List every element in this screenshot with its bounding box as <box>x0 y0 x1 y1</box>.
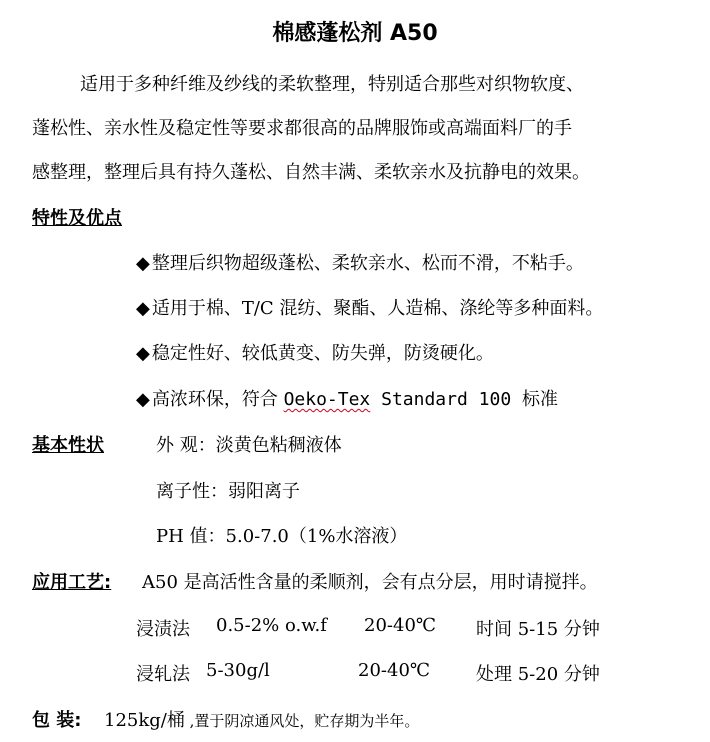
standard-text: Standard 100 <box>370 389 522 410</box>
feature-text: 稳定性好、较低黄变、防失弹，防烫硬化。 <box>151 343 494 364</box>
feature-item <box>136 249 584 275</box>
method-name: 浸渍法 <box>136 619 190 640</box>
packaging-row <box>104 706 419 732</box>
method-name: 浸轧法 <box>136 664 190 685</box>
intro-line-2: 蓬松性、亲水性及稳定性等要求都很高的品牌服饰或高端面料厂的手 <box>32 118 572 139</box>
method-dose: 5-30g/l <box>206 660 270 681</box>
packaging-note: ,置于阴凉通风处，贮存期为半年。 <box>184 712 420 730</box>
packaging-heading: 包 装: <box>32 710 82 731</box>
diamond-bullet-icon: ◆ <box>136 253 150 274</box>
features-heading: 特性及优点 <box>32 208 122 229</box>
method-time: 处理 5-20 分钟 <box>476 664 600 685</box>
packaging-amount: 125kg/桶 <box>104 710 185 731</box>
diamond-bullet-icon: ◆ <box>136 298 150 319</box>
document-title: 棉感蓬松剂 A50 <box>272 21 438 46</box>
feature-text: 适用于棉、T/C 混纺、聚酯、人造棉、涤纶等多种面料。 <box>151 298 604 319</box>
properties-heading: 基本性状 <box>32 435 104 456</box>
feature-text: 整理后织物超级蓬松、柔软亲水、松而不滑，不粘手。 <box>151 253 584 274</box>
application-heading: 应用工艺: <box>32 572 112 593</box>
ph-value: PH 值：5.0-7.0（1%水溶液） <box>156 526 408 547</box>
feature-item <box>136 385 558 411</box>
method-time: 时间 5-15 分钟 <box>476 619 600 640</box>
appearance-value: 外 观：淡黄色粘稠液体 <box>156 435 342 456</box>
oeko-tex-text: Oeko-Tex <box>283 389 371 410</box>
feature-item <box>136 339 494 365</box>
intro-line-3: 感整理，整理后具有持久蓬松、自然丰满、柔软亲水及抗静电的效果。 <box>32 162 590 183</box>
diamond-bullet-icon: ◆ <box>136 389 150 410</box>
diamond-bullet-icon: ◆ <box>136 343 150 364</box>
method-temp: 20-40℃ <box>358 660 431 681</box>
feature-item <box>136 294 603 320</box>
feature-text-prefix: 高浓环保，符合 <box>151 389 284 410</box>
feature-text-suffix: 标准 <box>522 389 558 410</box>
method-temp: 20-40℃ <box>364 615 437 636</box>
intro-line-1: 适用于多种纤维及纱线的柔软整理，特别适合那些对织物软度、 <box>80 74 584 95</box>
application-note: A50 是高活性含量的柔顺剂，会有点分层，用时请搅拌。 <box>142 572 598 593</box>
method-dose: 0.5-2% o.w.f <box>216 615 327 636</box>
ionicity-value: 离子性：弱阳离子 <box>156 481 300 502</box>
